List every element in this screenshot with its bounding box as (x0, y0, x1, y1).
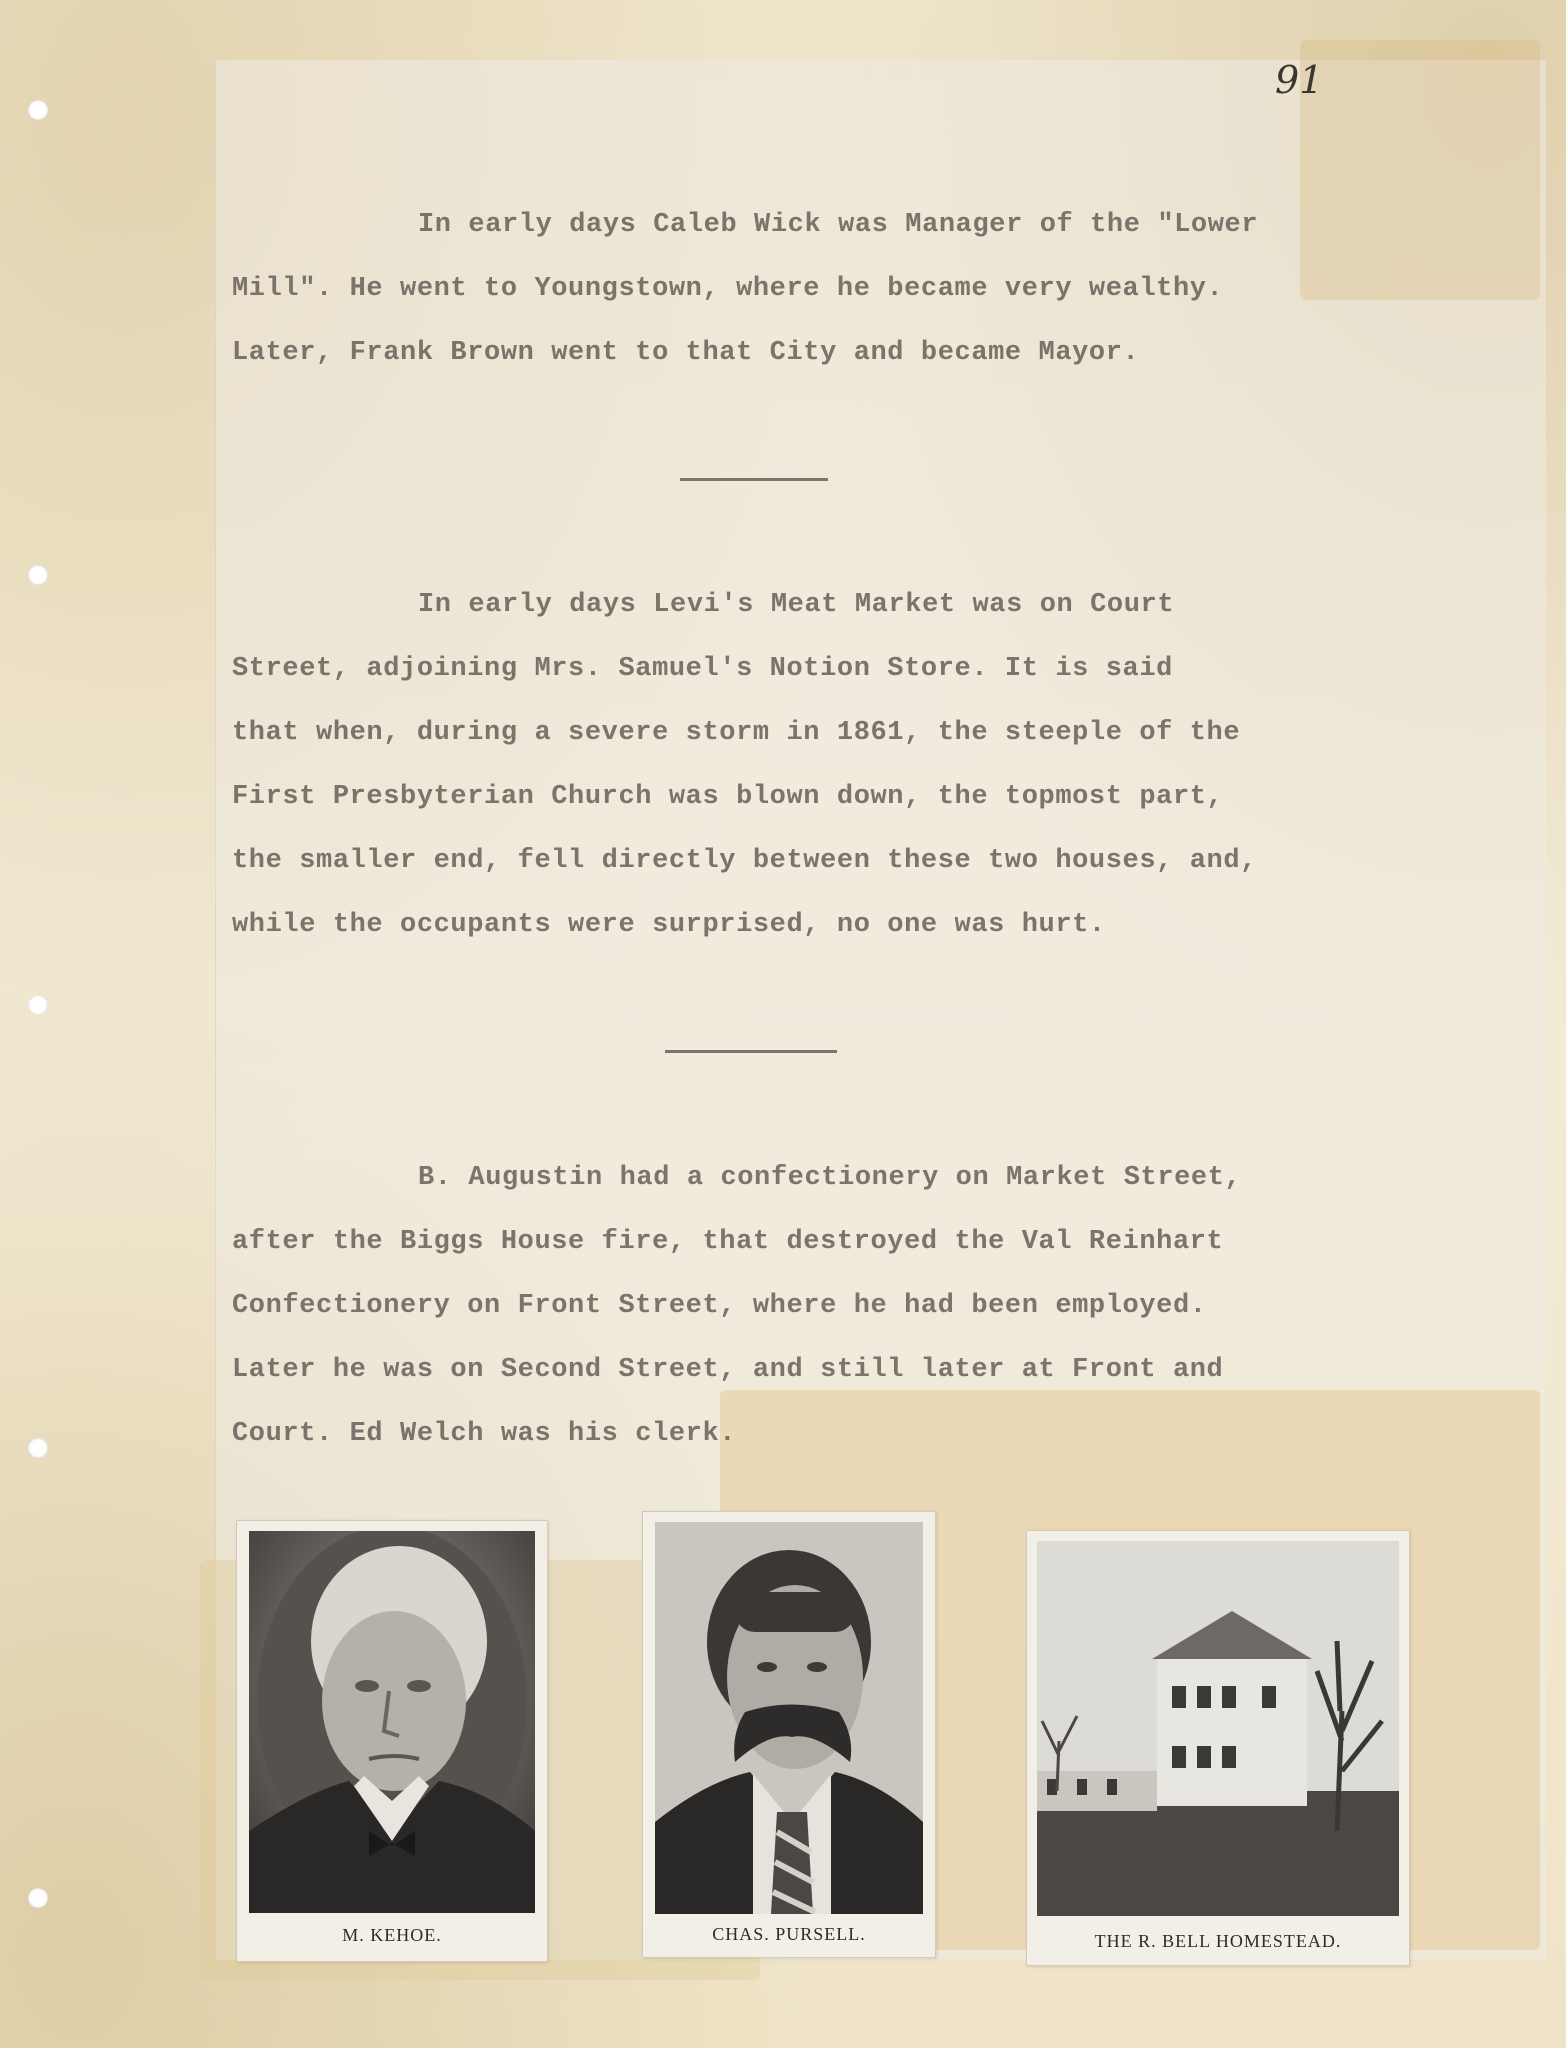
portrait-elderly-man-image (249, 1531, 535, 1913)
paragraph-augustin: B. Augustin had a confectionery on Market Street, after the Biggs House fire, that destroyed the Val Reinhart Confectionery on Front Street, where he had been employed. Later he was on Second Street, and still later at Front and Court. Ed Welch was his clerk. (232, 1163, 1242, 1449)
portrait-man-mustache-image (655, 1522, 923, 1914)
page-number: 91 (1275, 58, 1324, 102)
punch-hole (28, 1888, 48, 1908)
punch-hole (28, 565, 48, 585)
clipping-pursell (642, 1511, 936, 1958)
caption-pursell: CHAS. PURSELL. (712, 1924, 866, 1944)
divider (680, 478, 828, 481)
paragraph-levis-market: In early days Levi's Meat Market was on Court Street, adjoining Mrs. Samuel's Notion Store. It is said that when, during a severe storm in 1861, the steeple of the First Presbyterian Church was blown down, the topmost part, the smaller end, fell directly between these two houses, and, while the occupants were surprised, no one was hurt. (232, 590, 1257, 940)
caption-kehoe: M. KEHOE. (342, 1925, 442, 1945)
punch-hole (28, 100, 48, 120)
punch-hole (28, 1438, 48, 1458)
caption-bell-homestead: THE R. BELL HOMESTEAD. (1094, 1931, 1342, 1951)
divider (665, 1050, 837, 1053)
photo-house-image (1037, 1541, 1399, 1916)
clipping-bell-homestead (1026, 1530, 1410, 1966)
paragraph-caleb-wick: In early days Caleb Wick was Manager of the "Lower Mill". He went to Youngstown, where he became very wealthy. Later, Frank Brown went to that City and became Mayor. (232, 210, 1259, 368)
clipping-kehoe (236, 1520, 548, 1962)
punch-hole (28, 995, 48, 1015)
